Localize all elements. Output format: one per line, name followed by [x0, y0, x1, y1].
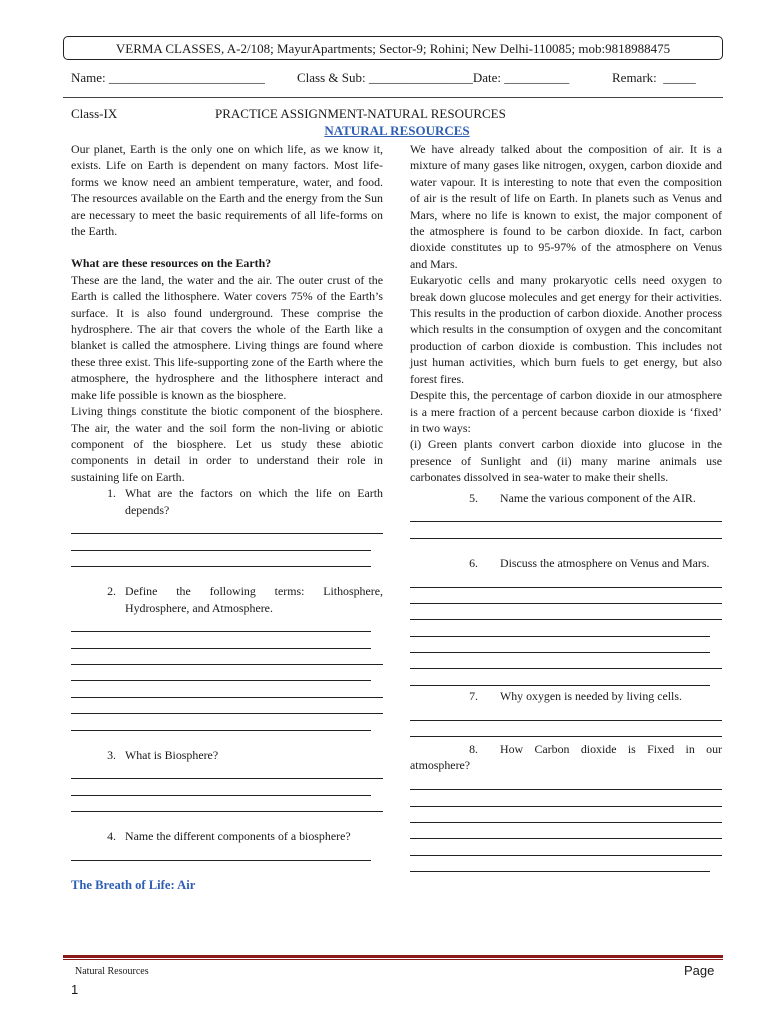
answer-line[interactable] [410, 522, 722, 538]
answer-line[interactable] [410, 856, 710, 872]
question-number: 8. [469, 742, 478, 757]
answer-line[interactable] [410, 620, 710, 636]
carbon-fraction-paragraph: Despite this, the percentage of carbon dioxide in our atmosphere is a mere fraction of a percent because carbon dioxide is ‘fixed’ in two ways: [410, 388, 722, 435]
answer-line[interactable] [410, 653, 722, 669]
biotic-paragraph: Living things constitute the biotic component of the biosphere. The air, the water and the soil form the non-living or abiotic component of the biosphere. Let us study these abiotic components in detail in order to understand their role in sustaining life on Earth. [71, 404, 383, 484]
name-blank: ________________________ [108, 70, 265, 85]
remark-field [612, 70, 696, 86]
question-number: 5. [469, 490, 478, 505]
question-6 [410, 555, 722, 571]
answer-line[interactable] [71, 714, 371, 730]
question-number: 4. [107, 829, 116, 844]
date-blank: __________ [504, 70, 570, 85]
answer-line[interactable] [410, 704, 722, 720]
question-8 [410, 741, 722, 774]
assignment-title: PRACTICE ASSIGNMENT-NATURAL RESOURCES [215, 106, 506, 121]
question-3 [71, 747, 383, 763]
class-sub-field [297, 70, 569, 86]
answer-line[interactable] [410, 839, 722, 855]
intro-paragraph: Our planet, Earth is the only one on which life, as we know it, exists. Life on Earth is dependent on many factors. Most life-forms we know need an ambient temperature, water, and food. The resources available on the Earth and the energy from the Sun are necessary to meet the basic requirements of all life-forms on the Earth. [71, 142, 383, 239]
resources-heading: What are these resources on the Earth? [71, 256, 272, 271]
answer-line[interactable] [410, 571, 722, 587]
institute-header: VERMA CLASSES, A-2/108; MayurApartments; Sector-9; Rohini; New Delhi-110085; mob:9818988475 [63, 36, 723, 60]
answer-line[interactable] [71, 534, 371, 550]
answer-line[interactable] [410, 506, 722, 522]
topic-title: NATURAL RESOURCES [324, 123, 470, 138]
name-label: Name: [71, 70, 106, 85]
question-text: How Carbon dioxide is Fixed in our atmosphere? [410, 742, 722, 773]
question-text: What is Biosphere? [125, 747, 219, 762]
question-4 [71, 828, 383, 844]
left-column [71, 141, 383, 893]
header-rule [63, 97, 723, 98]
answer-line[interactable] [71, 698, 383, 714]
question-1 [71, 485, 383, 518]
name-field [71, 70, 265, 86]
answer-line[interactable] [410, 823, 722, 839]
answer-line[interactable] [71, 681, 383, 697]
question-text: Name the different components of a biosphere? [125, 829, 351, 844]
answer-line[interactable] [410, 774, 722, 790]
question-number: 7. [469, 688, 478, 703]
remark-blank: _____ [663, 70, 696, 85]
answer-line[interactable] [71, 845, 371, 861]
answer-line[interactable] [410, 790, 722, 806]
answer-line[interactable] [71, 779, 371, 795]
class-sub-blank: ________________ [368, 70, 473, 85]
air-composition-paragraph: We have already talked about the composition of air. It is a mixture of many gases like nitrogen, oxygen, carbon dioxide and water vapour. It is interesting to note that even the composition of air is the result of life on Earth. In planets such as Venus and Mars, where no life is known to exist, the major component of the atmosphere is found to be carbon dioxide. In fact, carbon dioxide constitutes up to 95-97% of the atmosphere on Venus and Mars. [410, 142, 722, 271]
footer-rule [63, 955, 723, 958]
question-number: 1. [107, 486, 116, 501]
question-text: Discuss the atmosphere on Venus and Mars. [500, 555, 710, 570]
answer-line[interactable] [71, 616, 371, 632]
answer-line[interactable] [71, 632, 371, 648]
answer-line[interactable] [71, 796, 383, 812]
answer-line[interactable] [71, 649, 383, 665]
resources-paragraph: These are the land, the water and the air. The outer crust of the Earth is called the lithosphere. Water covers 75% of the Earth’s surface. It is also found underground. These comprise the hydrosphere. The air that covers the whole of the Earth like a blanket is called the atmosphere. Living things are found where these three exist. This life-supporting zone of the Earth where the atmosphere, the hydrosphere and the lithosphere interact and make life possible is known as the biosphere. [71, 272, 383, 402]
question-5 [410, 490, 722, 506]
footer-rule-thin [63, 959, 723, 960]
class-sub-label: Class & Sub: [297, 70, 366, 85]
question-text: Name the various component of the AIR. [500, 490, 696, 505]
oxygen-paragraph: Eukaryotic cells and many prokaryotic cells need oxygen to break down glucose molecules and get energy for their activities. This results in the production of carbon dioxide. Another process which results in the consumption of oxygen and the concomitant production of carbon dioxide is combustion. This includes not just human activities, which burn fuels to get energy, but also forest fires. [410, 273, 722, 386]
remark-label: Remark: [612, 70, 657, 85]
answer-line[interactable] [410, 669, 710, 685]
answer-line[interactable] [410, 721, 722, 737]
question-text: Why oxygen is needed by living cells. [500, 688, 682, 703]
question-number: 2. [107, 584, 116, 599]
right-column [410, 141, 722, 872]
answer-line[interactable] [410, 807, 722, 823]
question-7 [410, 688, 722, 704]
answer-line[interactable] [410, 637, 710, 653]
page-number: 1 [71, 982, 79, 997]
answer-line[interactable] [410, 604, 722, 620]
page-word: Page [684, 963, 715, 978]
answer-line[interactable] [71, 665, 371, 681]
class-label: Class-IX [71, 106, 118, 121]
answer-line[interactable] [71, 518, 383, 534]
question-number: 6. [469, 555, 478, 570]
answer-line[interactable] [410, 588, 722, 604]
question-text: Define the following terms: Lithosphere, Hydrosphere, and Atmosphere. [125, 584, 383, 615]
question-2 [71, 583, 383, 616]
footer-label: Natural Resources [75, 966, 149, 977]
question-text: What are the factors on which the life on Earth depends? [125, 486, 383, 517]
carbon-fixing-paragraph: (i) Green plants convert carbon dioxide into glucose in the presence of Sunlight and (ii) many marine animals use carbonates dissolved in sea-water to make their shells. [410, 437, 722, 485]
date-label: Date: [472, 70, 502, 85]
answer-line[interactable] [71, 763, 383, 779]
answer-line[interactable] [71, 551, 371, 567]
breath-of-life-heading: The Breath of Life: Air [71, 878, 196, 893]
question-number: 3. [107, 747, 116, 762]
